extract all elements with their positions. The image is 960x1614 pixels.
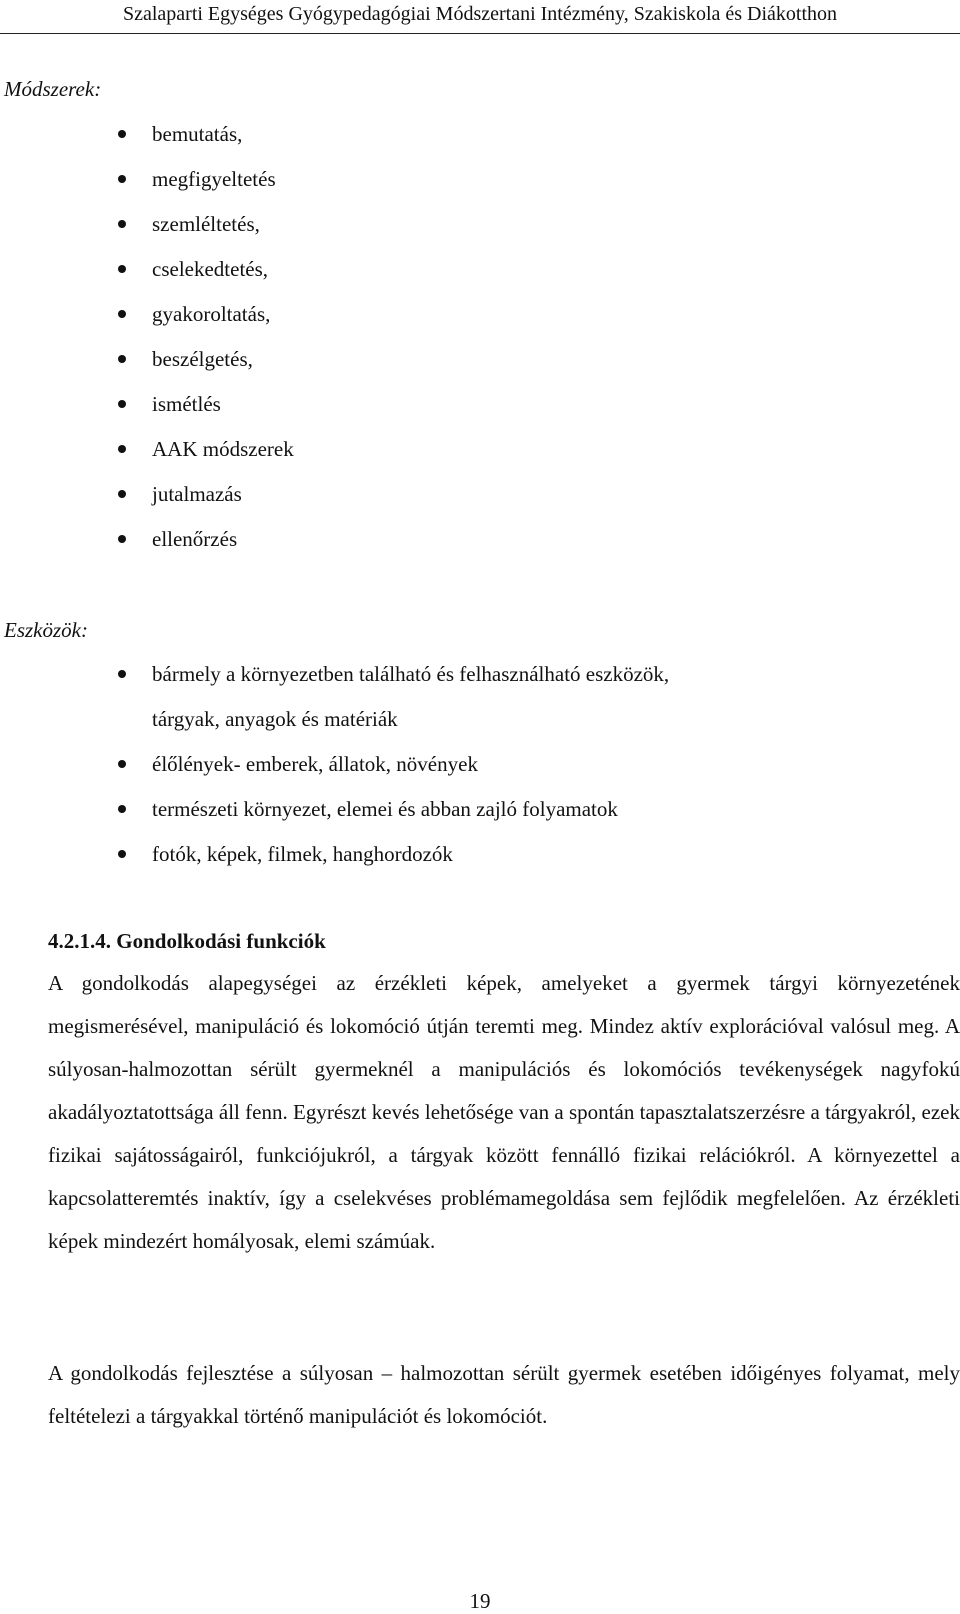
body-paragraph: A gondolkodás alapegységei az érzékleti képek, amelyeket a gyermek tárgyi környezetének megismerésével, manipuláció és lokomóció útján teremti meg. Mindez aktív explorációval valósul meg. A súlyosan-halmozottan sérült gyermeknél a manipulációs és lokomóciós tevékenységek nagyfokú akadályoztatottsága áll fenn. Egyrészt kevés lehetősége van a spontán tapasztalatszerzésre a tárgyakról, ezek fizikai sajátosságairól, funkciójukról, a tárgyak között fennálló fizikai relációkról. A környezettel a kapcsolatteremtés inaktív, így a cselekvéses problémamegoldása sem fejlődik megfelelően. Az érzékleti képek mindezért homályosak, elemi számúak. [48,971,960,1253]
list-item: megfigyeltetés [0,157,960,202]
tools-list [0,652,960,877]
list-item: természeti környezet, elemei és abban zajló folyamatok [0,787,960,832]
list-item: ellenőrzés [0,517,960,562]
bullet-icon [118,805,126,813]
list-item: beszélgetés, [0,337,960,382]
header-divider [0,33,960,34]
bullet-icon [118,670,126,678]
bullet-icon [118,265,126,273]
list-item: fotók, képek, filmek, hanghordozók [0,832,960,877]
bullet-icon [118,850,126,858]
methods-list [0,112,960,562]
section-heading: 4.2.1.4. Gondolkodási funkciók [48,929,326,953]
list-item: bemutatás, [0,112,960,157]
page-number: 19 [469,1589,491,1613]
list-item: AAK módszerek [0,427,960,472]
bullet-icon [118,760,126,768]
bullet-icon [118,400,126,408]
list-item: bármely a környezetben található és felhasználható eszközök, tárgyak, anyagok és matériák [0,652,960,742]
tools-label: Eszközök: [4,618,88,642]
page-header: Szalaparti Egységes Gyógypedagógiai Módszertani Intézmény, Szakiskola és Diákotthon [122,3,838,25]
bullet-icon [118,355,126,363]
body-paragraph: A gondolkodás fejlesztése a súlyosan – halmozottan sérült gyermek esetében időigényes folyamat, mely feltételezi a tárgyakkal történő manipulációt és lokomóciót. [48,1361,960,1428]
bullet-icon [118,310,126,318]
bullet-icon [118,175,126,183]
list-item: élőlények- emberek, állatok, növények [0,742,960,787]
list-item: ismétlés [0,382,960,427]
bullet-icon [118,445,126,453]
list-item: gyakoroltatás, [0,292,960,337]
bullet-icon [118,535,126,543]
methods-label: Módszerek: [4,77,102,101]
bullet-icon [118,130,126,138]
bullet-icon [118,490,126,498]
list-item: szemléltetés, [0,202,960,247]
list-item: cselekedtetés, [0,247,960,292]
list-item: jutalmazás [0,472,960,517]
bullet-icon [118,220,126,228]
